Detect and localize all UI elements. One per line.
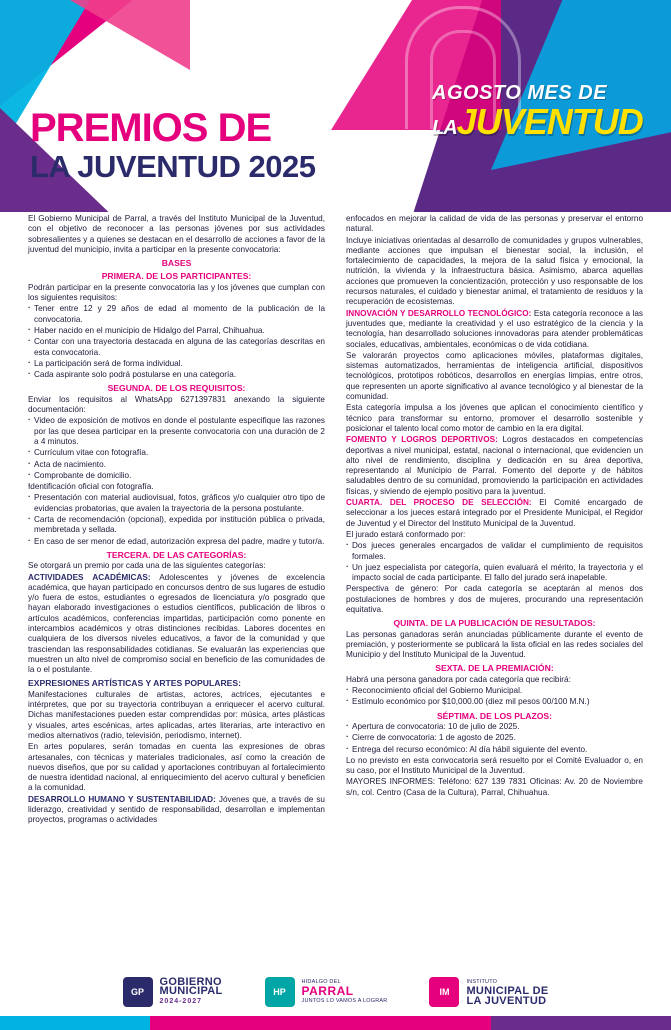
jurado-intro: El jurado estará conformado por: bbox=[346, 529, 466, 539]
sexta-list bbox=[346, 686, 643, 708]
desarrollo-cont2: Incluye iniciativas orientadas al desarrollo de comunidades y grupos vulnerables, mediante acciones que impulsan el bienestar social, la inclusión, el fortalecimiento de capacidades, la mejora de la salud física y emocional, la nutrición, la vivienda y la infraestructura básica. Asimismo, abarca aquellas acciones que promueven la concientización, protección y uso responsable de los recursos naturales, el cuidado y bienestar animal, el tratamiento de residuos y la recuperación de ecosistemas. bbox=[346, 235, 643, 307]
categoria-innovacion-text: Esta categoría reconoce a las juventudes que, mediante la creatividad y el uso estratégico de la ciencia y la tecnología, han desarrollado soluciones innovadoras para atender problemáticas sociales, educativas, ambientales, económicas o de vida cotidiana. bbox=[346, 308, 643, 349]
list-item: · Presentación con material audiovisual, fotos, gráficos y/o cualquier otro tipo de evidencias probatorias, que avalen la trayectoria de la persona postulante. bbox=[28, 493, 325, 514]
categoria-innovacion-title: INNOVACIÓN Y DESARROLLO TECNOLÓGICO: bbox=[346, 308, 532, 318]
perspectiva-genero: Perspectiva de género: Por cada categoría se aceptarán al menos dos postulaciones de hombres y dos de mujeres, procurando una representación equitativa. bbox=[346, 584, 643, 614]
footer-logos bbox=[0, 964, 671, 1020]
document-body bbox=[28, 214, 643, 959]
list-item: · Video de exposición de motivos en donde el postulante especifique las razones por las que desea participar en la presente convocatoria con una duración de 2 a 4 minutos. bbox=[28, 416, 325, 447]
quinta-text: Las personas ganadoras serán anunciadas públicamente durante el evento de premiación, y posteriormente se publicará la lista oficial en las redes sociales del Municipio y del Instituto Municipal de la Juventud. bbox=[346, 629, 643, 660]
logo-instituto-line2: MUNICIPAL DE bbox=[466, 985, 549, 998]
footer-color-band bbox=[0, 1016, 671, 1030]
logo-gobierno-municipal bbox=[123, 977, 223, 1007]
septima-list bbox=[346, 722, 643, 755]
list-item: · Estímulo económico por $10,000.00 (diez mil pesos 00/100 M.N.) bbox=[346, 697, 643, 707]
logo-instituto-text bbox=[466, 978, 548, 1007]
sexta-intro: Habrá una persona ganadora por cada categoría que recibirá: bbox=[346, 674, 571, 684]
list-item: · Cada aspirante solo podrá postularse en una categoría. bbox=[28, 370, 325, 380]
juventud-sun-icon: IM bbox=[429, 977, 459, 1007]
segunda-intro: Enviar los requisitos al WhatsApp 6271397831 anexando la siguiente documentación: bbox=[28, 394, 325, 415]
list-item: · Tener entre 12 y 29 años de edad al momento de la publicación de la convocatoria. bbox=[28, 304, 325, 325]
list-item: · La participación será de forma individual. bbox=[28, 359, 325, 369]
list-item: · Currículum vitae con fotografía. bbox=[28, 448, 325, 458]
categoria-desarrollo-text: Jóvenes que, a través de su liderazgo, creatividad y sentido de responsabilidad, desarrollan e implementan proyectos, programas o actividades bbox=[28, 794, 325, 825]
list-item: · Acta de nacimiento. bbox=[28, 460, 325, 470]
primera-list bbox=[28, 304, 325, 380]
agosto-mes-juventud-badge bbox=[432, 82, 647, 172]
parral-bridge-icon: HP bbox=[265, 977, 295, 1007]
heading-quinta: QUINTA. DE LA PUBLICACIÓN DE RESULTADOS: bbox=[393, 618, 596, 629]
footer-band-purple bbox=[491, 1016, 671, 1030]
list-item: · Haber nacido en el municipio de Hidalgo del Parral, Chihuahua. bbox=[28, 326, 325, 336]
list-item: · Identificación oficial con fotografía. bbox=[28, 482, 325, 492]
page-title bbox=[30, 108, 315, 184]
list-item: · Reconocimiento oficial del Gobierno Municipal. bbox=[346, 686, 643, 696]
cuarta-text: El Comité encargado de seleccionar a los jueces estará integrado por el Presidente Municipal, el Regidor de Juventud y el Director del Instituto Municipal de la Juventud. bbox=[346, 498, 643, 528]
desarrollo-cont1: enfocados en mejorar la calidad de vida de las personas y preservar el entorno natural. bbox=[346, 214, 643, 234]
column-left bbox=[28, 214, 325, 827]
categoria-deportes-title: FOMENTO Y LOGROS DEPORTIVOS: bbox=[346, 435, 498, 445]
logo-parral-text bbox=[302, 978, 388, 1007]
categoria-academicas-text: Adolescentes y jóvenes de excelencia académica, que hayan participado en concursos dentro de sus lugares de estudio y/o fuera de estos, estudiantes o egresados de licenciatura y/o posgrado que hayan elaborado investigaciones o estudios científicos, publicación de libros o artículos académicos, conferencias impartidas, participación como ponente en intercambios académicos y otras distinciones recibidas. Labores docentes en cualquiera de los diversos niveles educativos, a favor de la comunidad y que trasciendan las responsabilidades cotidianas. Se evaluarán las experiencias que muestren un alto nivel de compromiso social en beneficio de las comunidades de la o el postulante. bbox=[28, 572, 325, 675]
list-item: · Contar con una trayectoria destacada en alguna de las categorías descritas en esta convocatoria. bbox=[28, 337, 325, 358]
categoria-innovacion-text3: Esta categoría impulsa a los jóvenes que aplican el conocimiento científico y técnico para transformar su entorno, promover el desarrollo sostenible y posicionar el talento local como motor de cambio en la era digital. bbox=[346, 403, 643, 433]
list-item: · Dos jueces generales encargados de validar el cumplimiento de requisitos formales. bbox=[346, 541, 643, 562]
list-item: · Comprobante de domicilio. bbox=[28, 471, 325, 481]
column-right bbox=[346, 214, 643, 799]
categoria-desarrollo-title: DESARROLLO HUMANO Y SUSTENTABILIDAD: bbox=[28, 794, 216, 804]
logo-hidalgo-parral bbox=[265, 977, 388, 1007]
logo-parral-line1: HIDALGO DEL bbox=[301, 978, 341, 985]
heading-bases: BASES bbox=[161, 258, 192, 269]
jurado-list bbox=[346, 541, 643, 583]
cuarta-section bbox=[346, 498, 643, 529]
badge-line1: AGOSTO MES DE bbox=[432, 82, 608, 104]
no-previsto: Lo no previsto en esta convocatoria será resuelto por el Comité Evaluador o, en su caso, por el Instituto Municipal de la Juventud. bbox=[346, 755, 643, 776]
categoria-academicas bbox=[28, 573, 325, 676]
badge-juventud: JUVENTUD bbox=[456, 101, 643, 142]
intro-paragraph: El Gobierno Municipal de Parral, a través del Instituto Municipal de la Juventud, con el objetivo de reconocer a las personas jóvenes por sus actividades sobresalientes y a quienes se destacan en el desarrollo de acciones a favor de la juventud del municipio, invita a participar en la presente convocatoria: bbox=[28, 214, 325, 254]
tercera-intro: Se otorgará un premio por cada una de las siguientes categorías: bbox=[28, 561, 266, 571]
heading-septima: SÉPTIMA. DE LOS PLAZOS: bbox=[436, 710, 553, 721]
heading-primera: PRIMERA. DE LOS PARTICIPANTES: bbox=[101, 271, 252, 282]
logo-gobierno-line1: GOBIERNO bbox=[159, 975, 222, 988]
categoria-deportes bbox=[346, 435, 643, 497]
heading-sexta: SEXTA. DE LA PREMIACIÓN: bbox=[435, 663, 554, 674]
list-item: · Carta de recomendación (opcional), expedida por institución pública o privada, membretada y sellada. bbox=[28, 515, 325, 536]
categoria-artisticas-text: Manifestaciones culturales de artistas, actores, actrices, ejecutantes e intérpretes, que por su trayectoria contribuyan a enriquecer el acervo cultural. Dichas manifestaciones pueden estar comprendidas por: música, artes plásticas y visuales, artes escénicas, artes aplicadas, artes literarias, arte interactivo en medios alternativos (radio, televisión, periodismo, internet). bbox=[28, 689, 325, 740]
gobierno-shield-icon: GP bbox=[123, 977, 153, 1007]
footer bbox=[0, 958, 671, 1030]
list-item: · Cierre de convocatoria: 1 de agosto de 2025. bbox=[346, 733, 643, 743]
categoria-artisticas-title: EXPRESIONES ARTÍSTICAS Y ARTES POPULARES: bbox=[28, 678, 241, 689]
categoria-deportes-text: Logros destacados en competencias deportivas a nivel municipal, estatal, nacional o internacional, que evidencien un alto nivel de rendimiento, disciplina y dedicación en su área deportiva, representando al Municipio de Parral. Fomento del deporte y de hábitos saludables dentro de su comunidad, promoviendo la participación en actividades físicas, y siviendo de ejemplo positivo para la juventud. bbox=[346, 435, 643, 496]
logo-instituto-juventud bbox=[429, 977, 548, 1007]
segunda-list bbox=[28, 416, 325, 547]
list-item: · Apertura de convocatoria: 10 de julio de 2025. bbox=[346, 722, 643, 732]
list-item: · Entrega del recurso económico: Al día hábil siguiente del evento. bbox=[346, 745, 643, 755]
heading-segunda: SEGUNDA. DE LOS REQUISITOS: bbox=[107, 383, 246, 394]
categoria-innovacion-text2: Se valorarán proyectos como aplicaciones móviles, plataformas digitales, sistemas automatizados, herramientas de inteligencia artificial, dispositivos tecnológicos, prototipos robóticos, desarrollos en energías limpias, entre otros, que representen un aporte significativo al avance tecnológico y al bienestar de la comunidad. bbox=[346, 350, 643, 402]
categoria-artisticas-text2: En artes populares, serán tomadas en cuenta las expresiones de obras artesanales, con técnicas y materiales tradicionales, así como la creación de nuevos diseños, que por su calidad y aportaciones contribuyan al fortalecimiento de nuestra identidad nacional, al enriquecimiento del acervo cultural y beneficien a la comunidad. bbox=[28, 742, 325, 793]
title-line-2: LA JUVENTUD 2025 bbox=[30, 149, 316, 184]
badge-line2 bbox=[432, 101, 647, 146]
list-item: · Un juez especialista por categoría, quien evaluará el mérito, la trayectoria y el impacto social de cada participante. El fallo del jurado será inapelable. bbox=[346, 563, 643, 584]
logo-gobierno-years: 2024-2027 bbox=[159, 997, 203, 1005]
categoria-academicas-title: ACTIVIDADES ACADÉMICAS: bbox=[28, 572, 151, 582]
list-item: · En caso de ser menor de edad, autorización expresa del padre, madre y tutor/a. bbox=[28, 537, 325, 547]
primera-intro: Podrán participar en la presente convocatoria las y los jóvenes que cumplan con los siguientes requisitos: bbox=[28, 282, 325, 303]
heading-tercera: TERCERA. DE LAS CATEGORÍAS: bbox=[106, 549, 247, 560]
heading-cuarta: CUARTA. DEL PROCESO DE SELECCIÓN: bbox=[346, 498, 532, 508]
categoria-desarrollo bbox=[28, 795, 325, 826]
footer-band-cyan bbox=[0, 1016, 150, 1030]
logo-instituto-line3: LA JUVENTUD bbox=[466, 994, 547, 1007]
logo-parral-sub: JUNTOS LO VAMOS A LOGRAR bbox=[301, 997, 388, 1004]
mayores-informes: MAYORES INFORMES: Teléfono: 627 139 7831 Oficinas: Av. 20 de Noviembre s/n, col. Centro (Casa de la Cultura), Parral, Chihuahua. bbox=[346, 777, 643, 797]
logo-instituto-line1: INSTITUTO bbox=[466, 978, 498, 985]
title-line-1: PREMIOS DE bbox=[30, 106, 272, 150]
logo-parral-line2: PARRAL bbox=[301, 984, 354, 999]
logo-gobierno-line2: MUNICIPAL bbox=[159, 985, 223, 998]
badge-la: LA bbox=[432, 117, 457, 139]
logo-gobierno-text bbox=[159, 975, 223, 1007]
categoria-innovacion bbox=[346, 309, 643, 350]
